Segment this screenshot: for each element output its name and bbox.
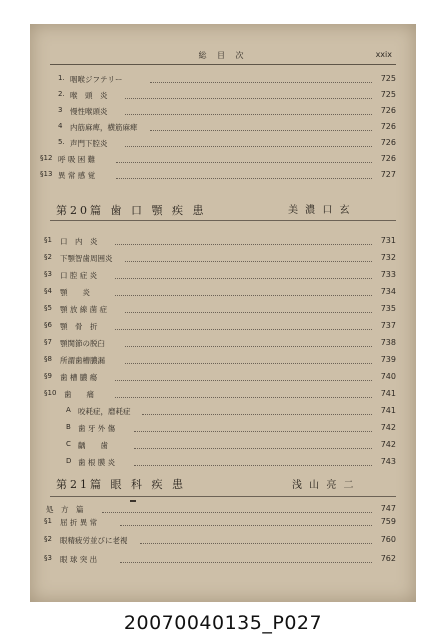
toc-title: 屈 折 異 常 (60, 518, 98, 527)
leader-dots (134, 448, 372, 449)
header-rule (50, 64, 396, 65)
toc-title: 口 内 炎 (60, 237, 98, 246)
leader-dots (134, 465, 372, 466)
toc-num: §8 (44, 355, 52, 363)
toc-row (30, 74, 416, 88)
toc-page: 726 (380, 154, 396, 163)
leader-dots (142, 414, 372, 415)
toc-page: 760 (380, 535, 396, 544)
toc-title: 歯 痛 (64, 390, 94, 399)
toc-page: 742 (380, 423, 396, 432)
toc-page: 726 (380, 122, 396, 131)
toc-num: 4 (58, 122, 63, 130)
toc-title: 呼 吸 困 難 (58, 155, 96, 164)
page-header-title: 総 目 次 (198, 51, 248, 60)
toc-num: 5. (58, 138, 65, 146)
toc-title: 歯 牙 外 傷 (78, 424, 116, 433)
leader-dots (115, 295, 372, 296)
toc-title: 喉 頭 炎 (70, 91, 108, 100)
leader-dots (150, 130, 372, 131)
toc-title: 齲 歯 (78, 441, 108, 450)
toc-title: 歯 根 膜 炎 (78, 458, 116, 467)
mark-dash (130, 500, 136, 502)
toc-title: 処 方 篇 (46, 505, 84, 514)
book-page (30, 24, 416, 602)
leader-dots (125, 363, 372, 364)
leader-dots (120, 562, 372, 563)
toc-row (30, 253, 416, 267)
toc-title: 顎 炎 (60, 288, 90, 297)
toc-page: 759 (380, 517, 396, 526)
toc-num: §13 (40, 170, 53, 178)
toc-page: 731 (380, 236, 396, 245)
toc-num: §3 (44, 270, 52, 278)
toc-num: §2 (44, 253, 52, 261)
toc-num: §1 (44, 236, 52, 244)
toc-page: 727 (380, 170, 396, 179)
toc-row (30, 122, 416, 136)
toc-title: 咬耗症，磨耗症 (78, 407, 131, 416)
leader-dots (115, 397, 372, 398)
toc-num: §7 (44, 338, 52, 346)
toc-title: 下顎智歯周囲炎 (60, 254, 113, 263)
toc-num: §4 (44, 287, 52, 295)
toc-row (30, 535, 416, 549)
leader-dots (120, 525, 372, 526)
toc-num: A (66, 406, 71, 414)
toc-title: 所謂歯槽膿漏 (60, 356, 105, 365)
toc-page: 737 (380, 321, 396, 330)
toc-row (30, 321, 416, 335)
leader-dots (125, 98, 372, 99)
toc-row (30, 406, 416, 420)
toc-num: 1. (58, 74, 65, 82)
chapter-21-author: 浅 山 亮 二 (292, 480, 356, 491)
toc-title: 声門下腔炎 (70, 139, 108, 148)
toc-row (30, 355, 416, 369)
toc-row (30, 304, 416, 318)
leader-dots (115, 244, 372, 245)
toc-page: 726 (380, 138, 396, 147)
toc-num: §5 (44, 304, 52, 312)
toc-row (30, 138, 416, 152)
toc-title: 顎 骨 折 (60, 322, 98, 331)
toc-page: 762 (380, 554, 396, 563)
toc-row (30, 236, 416, 250)
chapter-rule (50, 496, 396, 497)
toc-num: §9 (44, 372, 52, 380)
toc-title: 眼 球 突 出 (60, 555, 98, 564)
leader-dots (134, 431, 372, 432)
leader-dots (125, 146, 372, 147)
leader-dots (125, 312, 372, 313)
page-header-number: xxix (375, 50, 392, 59)
toc-page: 747 (380, 504, 396, 513)
leader-dots (140, 543, 372, 544)
toc-title: 慢性喉頭炎 (70, 107, 108, 116)
toc-title: 顎 放 線 菌 症 (60, 305, 108, 314)
toc-num: §1 (44, 517, 52, 525)
toc-row (30, 504, 416, 518)
toc-row (30, 389, 416, 403)
chapter-20-title: 第20篇 歯 口 顎 疾 患 (56, 204, 207, 217)
toc-row (30, 372, 416, 386)
leader-dots (125, 114, 372, 115)
leader-dots (116, 178, 372, 179)
toc-title: 顎関節の脱臼 (60, 339, 105, 348)
leader-dots (115, 329, 372, 330)
toc-page: 741 (380, 389, 396, 398)
toc-page: 743 (380, 457, 396, 466)
leader-dots (150, 82, 372, 83)
toc-num: §10 (44, 389, 57, 397)
toc-title: 内筋麻痺，横筋麻痺 (70, 123, 138, 132)
toc-row (30, 106, 416, 120)
toc-title: 眼精疲労並びに老視 (60, 536, 128, 545)
toc-row (30, 338, 416, 352)
toc-page: 732 (380, 253, 396, 262)
toc-num: §6 (44, 321, 52, 329)
leader-dots (125, 261, 372, 262)
toc-row (30, 170, 416, 184)
scan-caption: 20070040135_P027 (123, 612, 323, 634)
toc-row (30, 554, 416, 568)
leader-dots (102, 512, 372, 513)
toc-page: 741 (380, 406, 396, 415)
toc-page: 740 (380, 372, 396, 381)
toc-title: 口 腔 症 炎 (60, 271, 98, 280)
chapter-rule (50, 220, 396, 221)
toc-num: B (66, 423, 71, 431)
toc-page: 725 (380, 90, 396, 99)
toc-page: 735 (380, 304, 396, 313)
toc-num: §12 (40, 154, 53, 162)
toc-page: 742 (380, 440, 396, 449)
toc-row (30, 457, 416, 471)
toc-title: 異 常 感 覚 (58, 171, 96, 180)
toc-num: §3 (44, 554, 52, 562)
toc-num: §2 (44, 535, 52, 543)
toc-num: C (66, 440, 71, 448)
toc-row (30, 270, 416, 284)
toc-num: 3 (58, 106, 63, 114)
leader-dots (116, 162, 372, 163)
leader-dots (115, 278, 372, 279)
chapter-21-title: 第21篇 眼 科 疾 患 (56, 478, 186, 491)
toc-page: 739 (380, 355, 396, 364)
toc-row (30, 517, 416, 531)
toc-page: 733 (380, 270, 396, 279)
toc-row (30, 423, 416, 437)
toc-row (30, 154, 416, 168)
toc-row (30, 90, 416, 104)
toc-row (30, 287, 416, 301)
toc-page: 738 (380, 338, 396, 347)
toc-page: 725 (380, 74, 396, 83)
toc-title: 歯 槽 膿 瘍 (60, 373, 98, 382)
toc-num: 2. (58, 90, 65, 98)
leader-dots (125, 346, 372, 347)
toc-page: 726 (380, 106, 396, 115)
toc-title: 咽喉ジフテリー (70, 75, 123, 84)
toc-page: 734 (380, 287, 396, 296)
toc-row (30, 440, 416, 454)
toc-num: D (66, 457, 72, 465)
chapter-20-author: 美 濃 口 玄 (288, 205, 352, 216)
leader-dots (115, 380, 372, 381)
